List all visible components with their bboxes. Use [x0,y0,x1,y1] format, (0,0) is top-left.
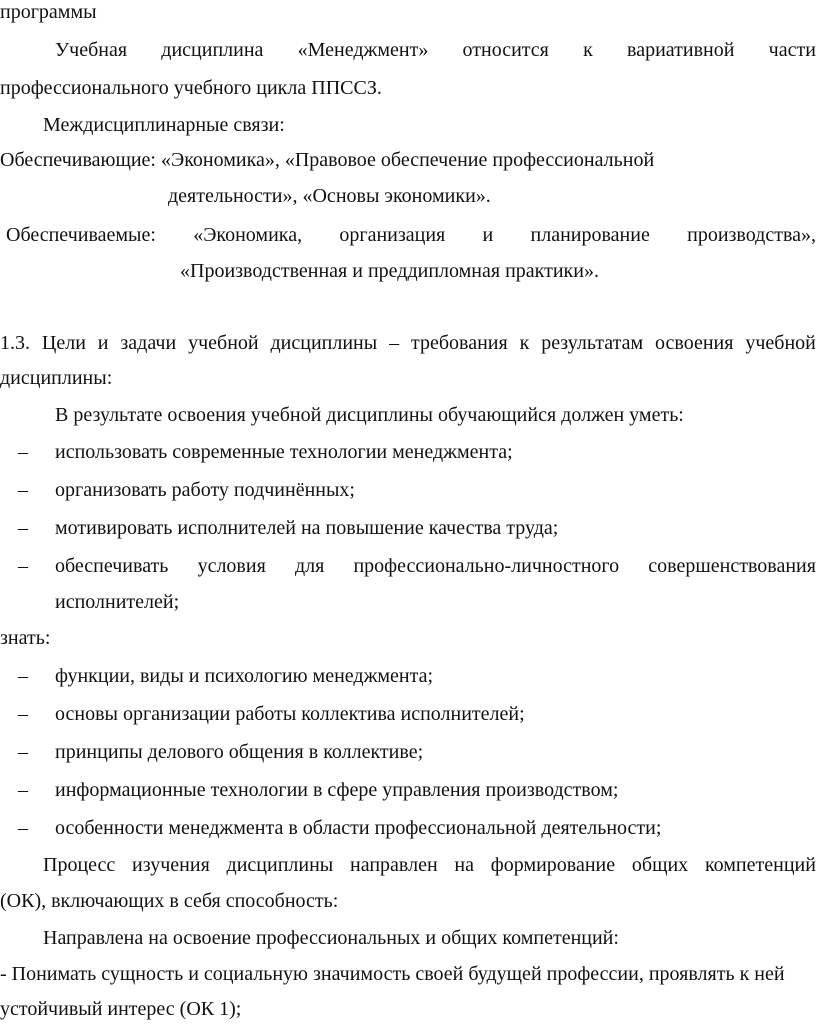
word: профессионально-личностного [353,555,620,577]
text-line: - Понимать сущность и социальную значимость своей будущей профессии, проявлять к ней [0,963,785,985]
text-line: дисциплины: [0,367,113,389]
word: к [583,39,593,61]
dash-marker: – [18,555,28,577]
list-item-text: особенности менеджмента в области профессиональной деятельности; [55,817,662,839]
word: направлен [350,854,438,876]
word: части [768,39,816,61]
word: дисциплина [161,39,264,61]
section-subheading: Междисциплинарные связи: [43,114,285,136]
word: Учебная [55,39,128,61]
word: освоения [655,332,734,354]
word: вариативной [627,39,735,61]
section-heading-line [0,331,816,355]
word: для [294,555,325,577]
word: Процесс [43,854,116,876]
word: и [482,224,494,246]
word: изучения [132,854,210,876]
word: «Менеджмент» [297,39,429,61]
word: Цели [41,332,86,354]
dash-marker: – [18,479,28,501]
text-line: Направлена на освоение профессиональных и общих компетенций: [43,927,619,949]
paragraph-justified-line [43,853,816,877]
word: на [454,854,475,876]
word: «Экономика, [193,224,303,246]
dash-marker: – [18,741,28,763]
word: компетенций [704,854,816,876]
word: учебной [188,332,259,354]
dash-marker: – [18,517,28,539]
list-item-justified-line [55,554,816,578]
list-item-text: мотивировать исполнителей на повышение качества труда; [55,517,559,539]
word: организация [339,224,446,246]
text-line: (ОК), включающих в себя способность: [0,890,339,912]
word: результатам [541,332,644,354]
word: задачи [120,332,177,354]
word: и [97,332,109,354]
dash-marker: – [18,703,28,725]
word: 1.3. [0,332,30,354]
text-line: профессионального учебного цикла ППССЗ. [0,77,382,99]
list-item-text: информационные технологии в сфере управления производством; [55,779,619,801]
text-line: программы [0,1,97,23]
word: требования [410,332,508,354]
word: планирование [530,224,650,246]
text-line: «Производственная и преддипломная практики». [180,260,599,282]
paragraph-justified-line [55,38,816,62]
text-line: деятельности», «Основы экономики». [168,185,491,207]
word: обеспечивать [55,555,169,577]
word: общих [631,854,689,876]
dash-marker: – [18,779,28,801]
list-item-text: использовать современные технологии менеджмента; [55,441,513,463]
dash-marker: – [18,817,28,839]
text-line: исполнителей; [55,591,180,613]
word: относится [462,39,549,61]
list-label: знать: [0,627,51,649]
word: Обеспечиваемые: [6,224,156,246]
word: – [389,332,400,354]
text-line: В результате освоения учебной дисциплины обучающийся должен уметь: [55,404,684,426]
list-item-text: организовать работу подчинённых; [55,479,355,501]
word: учебной [745,332,816,354]
word: формирование [490,854,616,876]
word: к [519,332,530,354]
text-line: Обеспечивающие: «Экономика», «Правовое обеспечение профессиональной [0,149,655,171]
paragraph-justified-line [6,223,816,247]
word: дисциплины [270,332,378,354]
word: производства», [687,224,816,246]
dash-marker: – [18,665,28,687]
word: совершенствования [648,555,816,577]
word: условия [197,555,266,577]
text-line: устойчивый интерес (ОК 1); [0,998,242,1020]
list-item-text: функции, виды и психологию менеджмента; [55,665,434,687]
dash-marker: – [18,441,28,463]
word: дисциплины [226,854,334,876]
list-item-text: основы организации работы коллектива исполнителей; [55,703,525,725]
list-item-text: принципы делового общения в коллективе; [55,741,424,763]
